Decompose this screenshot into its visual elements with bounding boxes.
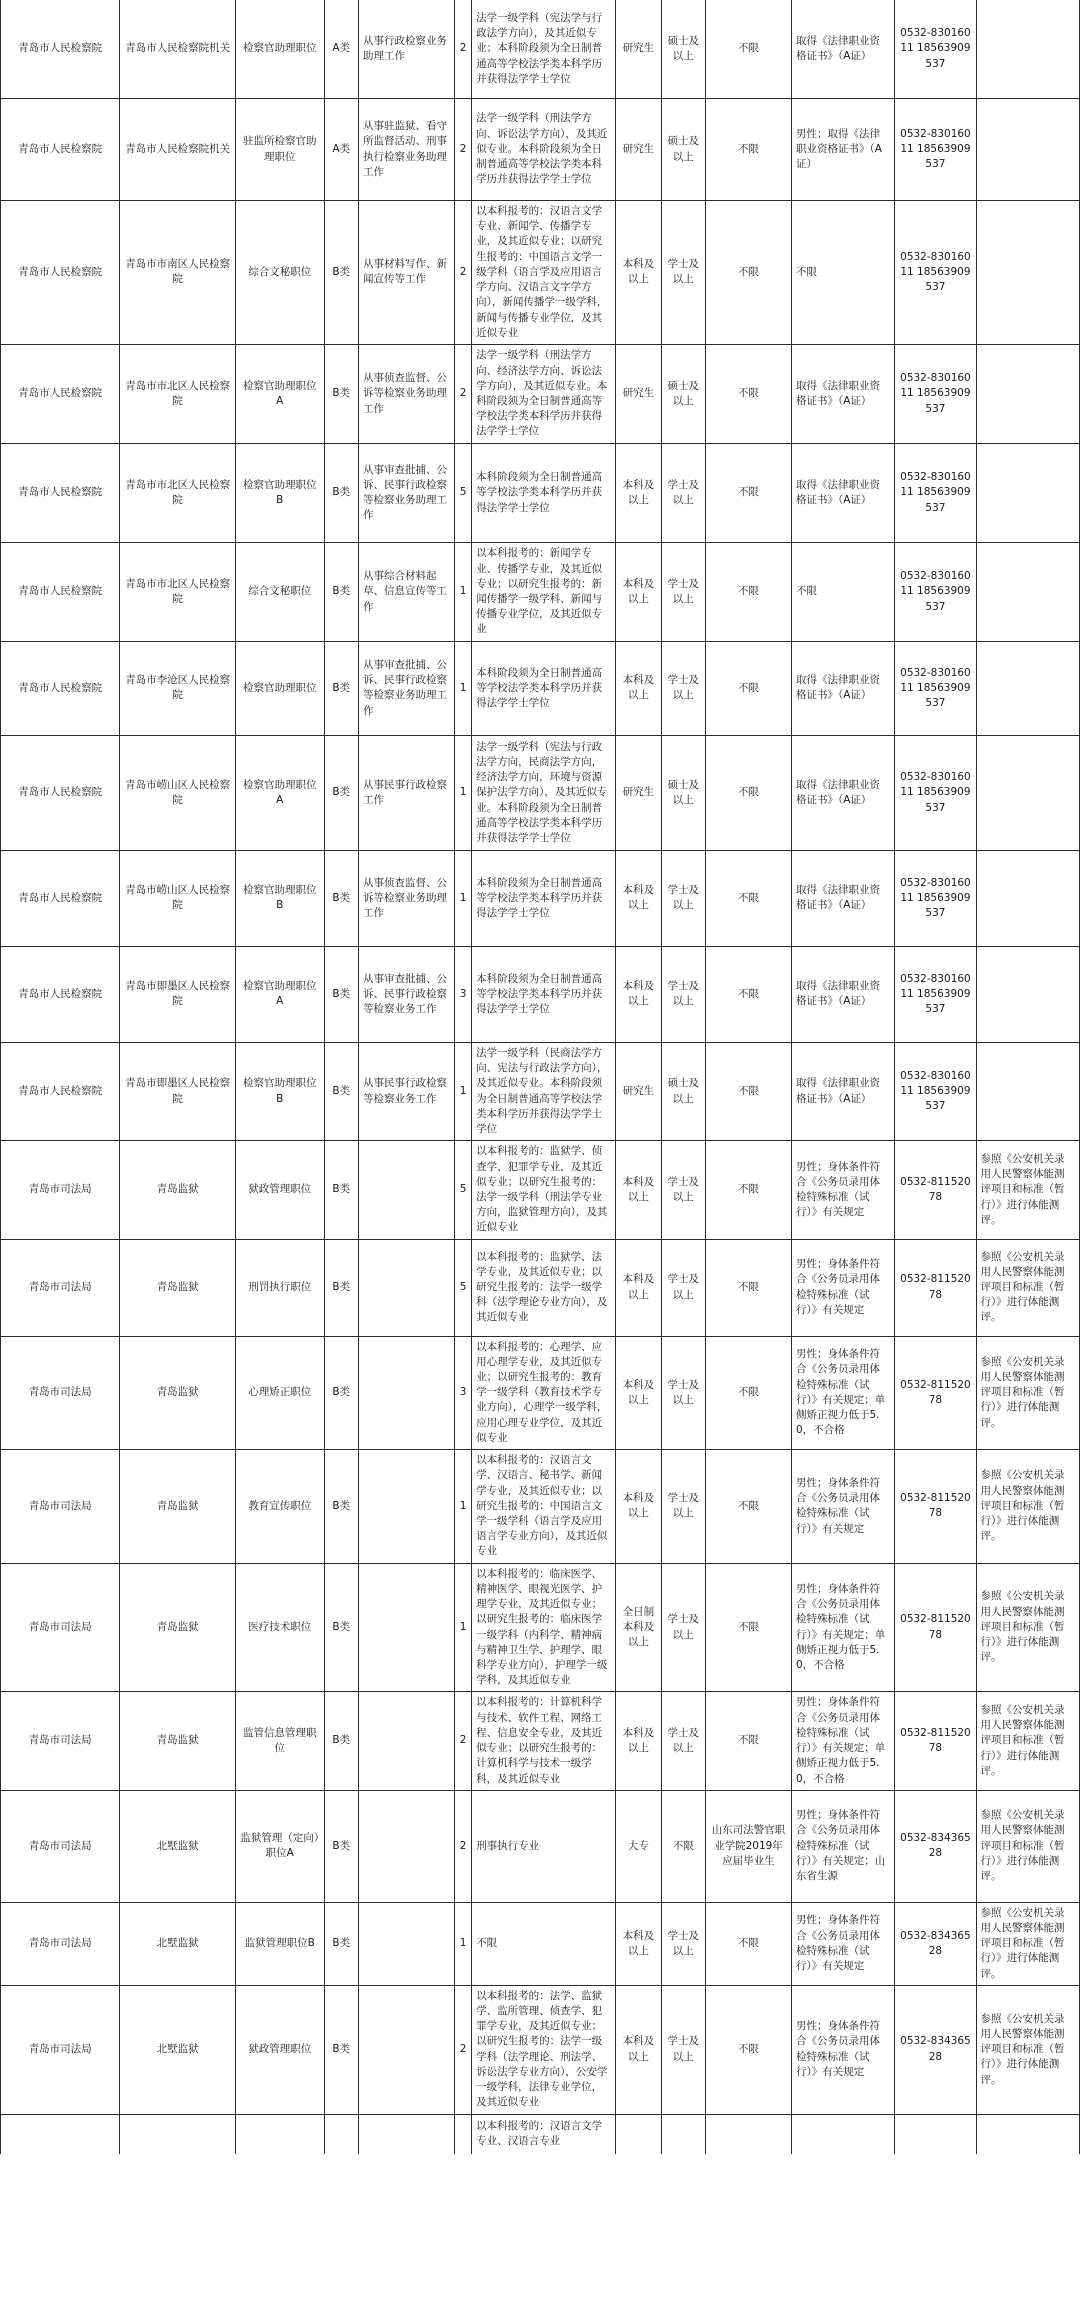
cell-post: 监狱管理（定向）职位A <box>235 1790 324 1902</box>
cell-phone: 0532-83436528 <box>895 1902 976 1985</box>
cell-unit: 青岛市即墨区人民检察院 <box>120 946 236 1042</box>
cell-other: 不限 <box>792 201 895 345</box>
cell-org: 青岛市人民检察院 <box>1 99 120 201</box>
cell-phone: 0532-83436528 <box>895 1985 976 2114</box>
cell-count: 1 <box>454 850 471 946</box>
cell-count: 1 <box>454 735 471 850</box>
cell-post: 驻监所检察官助理职位 <box>235 99 324 201</box>
cell-duty <box>358 1985 454 2114</box>
cell-category: B类 <box>324 946 358 1042</box>
cell-note <box>976 2114 1079 2154</box>
cell-major: 本科阶段须为全日制普通高等学校法学类本科学历并获得法学学士学位 <box>472 850 616 946</box>
cell-category: B类 <box>324 1790 358 1902</box>
cell-note <box>976 735 1079 850</box>
cell-degree: 学士及以上 <box>661 1141 705 1239</box>
cell-count: 1 <box>454 1902 471 1985</box>
cell-note <box>976 201 1079 345</box>
cell-org: 青岛市人民检察院 <box>1 735 120 850</box>
cell-experience: 不限 <box>705 1042 791 1140</box>
cell-education: 本科及以上 <box>616 201 662 345</box>
cell-count: 2 <box>454 1985 471 2114</box>
cell-duty <box>358 1692 454 1790</box>
table-body <box>1 0 1080 2154</box>
cell-other: 取得《法律职业资格证书》（A证） <box>792 946 895 1042</box>
cell-category: B类 <box>324 1902 358 1985</box>
cell-phone: 0532-81152078 <box>895 1563 976 1692</box>
table-row <box>1 201 1080 345</box>
cell-degree: 硕士及以上 <box>661 0 705 99</box>
cell-other: 取得《法律职业资格证书》（A证） <box>792 0 895 99</box>
cell-other: 男性；身体条件符合《公务员录用体检特殊标准（试行）》有关规定；山东省生源 <box>792 1790 895 1902</box>
cell-degree: 硕士及以上 <box>661 735 705 850</box>
cell-org: 青岛市人民检察院 <box>1 1042 120 1140</box>
cell-experience: 不限 <box>705 201 791 345</box>
cell-major: 以本科报考的：心理学、应用心理学专业，及其近似专业；以研究生报考的：教育学一级学科（教育技术学专业方向），心理学一级学科，应用心理专业学位，及其近似专业 <box>472 1336 616 1450</box>
cell-phone: 0532-83016011 18563909537 <box>895 850 976 946</box>
cell-count: 1 <box>454 1450 471 1564</box>
cell-count: 5 <box>454 1239 471 1336</box>
table-row <box>1 1790 1080 1902</box>
cell-major: 以本科报考的：汉语言文学、汉语言、秘书学、新闻学专业，及其近似专业；以研究生报考的：中国语言文学一级学科（语言学及应用语言学专业方向），及其近似专业 <box>472 1450 616 1564</box>
table-row <box>1 2114 1080 2154</box>
cell-org: 青岛市人民检察院 <box>1 201 120 345</box>
cell-unit: 青岛监狱 <box>120 1239 236 1336</box>
cell-other: 取得《法律职业资格证书》（A证） <box>792 344 895 443</box>
cell-org: 青岛市司法局 <box>1 1985 120 2114</box>
cell-duty <box>358 1902 454 1985</box>
cell-org: 青岛市人民检察院 <box>1 641 120 735</box>
cell-major: 以本科报考的：监狱学、法学专业，及其近似专业；以研究生报考的：法学一级学科（法学理论专业方向），及其近似专业 <box>472 1239 616 1336</box>
cell-count: 2 <box>454 201 471 345</box>
cell-post: 狱政管理职位 <box>235 1141 324 1239</box>
cell-degree: 学士及以上 <box>661 443 705 542</box>
cell-major: 不限 <box>472 1902 616 1985</box>
cell-phone: 0532-81152078 <box>895 1239 976 1336</box>
cell-post: 检察官助理职位 <box>235 0 324 99</box>
table-row <box>1 1902 1080 1985</box>
cell-major: 以本科报考的：汉语言文学专业、新闻学、传播学专业，及其近似专业；以研究生报考的：中国语言文学一级学科（语言学及应用语言学方向、汉语言文字学方向），新闻传播学一级学科，新闻与传播专业学位，及其近似专业 <box>472 201 616 345</box>
cell-other: 取得《法律职业资格证书》（A证） <box>792 850 895 946</box>
cell-major: 法学一级学科（宪法与行政法学方向，民商法学方向，经济法学方向，环境与资源保护法学方向），及其近似专业。本科阶段须为全日制普通高等学校法学类本科学历并获得法学学士学位 <box>472 735 616 850</box>
cell-unit: 青岛监狱 <box>120 1336 236 1450</box>
cell-experience <box>705 2114 791 2154</box>
cell-degree: 学士及以上 <box>661 1336 705 1450</box>
cell-degree: 学士及以上 <box>661 1985 705 2114</box>
cell-experience: 不限 <box>705 641 791 735</box>
cell-note <box>976 99 1079 201</box>
cell-duty: 从事行政检察业务助理工作 <box>358 0 454 99</box>
table-row <box>1 735 1080 850</box>
cell-other: 男性；身体条件符合《公务员录用体检特殊标准（试行）》有关规定；单侧矫正视力低于5.0，不合格 <box>792 1336 895 1450</box>
cell-experience: 不限 <box>705 735 791 850</box>
cell-education <box>616 2114 662 2154</box>
cell-other: 取得《法律职业资格证书》（A证） <box>792 735 895 850</box>
cell-post: 教育宣传职位 <box>235 1450 324 1564</box>
cell-duty: 从事审查批捕、公诉、民事行政检察等检察业务助理工作 <box>358 641 454 735</box>
cell-other: 男性；身体条件符合《公务员录用体检特殊标准（试行）》有关规定；单侧矫正视力低于5.0，不合格 <box>792 1563 895 1692</box>
cell-post: 刑罚执行职位 <box>235 1239 324 1336</box>
cell-experience: 不限 <box>705 1692 791 1790</box>
cell-experience: 不限 <box>705 946 791 1042</box>
cell-note <box>976 443 1079 542</box>
cell-org: 青岛市人民检察院 <box>1 344 120 443</box>
cell-category: B类 <box>324 1692 358 1790</box>
cell-degree: 学士及以上 <box>661 1239 705 1336</box>
cell-duty: 从事民事行政检察工作 <box>358 735 454 850</box>
cell-note: 参照《公安机关录用人民警察体能测评项目和标准（暂行）》进行体能测评。 <box>976 1450 1079 1564</box>
cell-education: 研究生 <box>616 0 662 99</box>
cell-phone: 0532-83016011 18563909537 <box>895 641 976 735</box>
cell-count: 2 <box>454 99 471 201</box>
cell-category: B类 <box>324 1141 358 1239</box>
cell-other: 取得《法律职业资格证书》（A证） <box>792 1042 895 1140</box>
cell-category: B类 <box>324 1985 358 2114</box>
cell-post: 医疗技术职位 <box>235 1563 324 1692</box>
cell-experience: 不限 <box>705 0 791 99</box>
cell-experience: 不限 <box>705 99 791 201</box>
cell-education: 本科及以上 <box>616 1902 662 1985</box>
cell-education: 全日制本科及以上 <box>616 1563 662 1692</box>
cell-note: 参照《公安机关录用人民警察体能测评项目和标准（暂行）》进行体能测评。 <box>976 1692 1079 1790</box>
cell-category: B类 <box>324 850 358 946</box>
cell-major: 法学一级学科（刑法学方向、经济法学方向、诉讼法学方向），及其近似专业。本科阶段须为全日制普通高等学校法学类本科学历并获得法学学士学位 <box>472 344 616 443</box>
cell-post: 监狱管理职位B <box>235 1902 324 1985</box>
cell-major: 本科阶段须为全日制普通高等学校法学类本科学历并获得法学学士学位 <box>472 641 616 735</box>
cell-other: 取得《法律职业资格证书》（A证） <box>792 641 895 735</box>
cell-major: 以本科报考的：新闻学专业、传播学专业，及其近似专业；以研究生报考的：新闻传播学一级学科、新闻与传播专业学位，及其近似专业 <box>472 542 616 641</box>
cell-degree: 硕士及以上 <box>661 344 705 443</box>
cell-note <box>976 850 1079 946</box>
cell-count: 1 <box>454 641 471 735</box>
cell-degree: 学士及以上 <box>661 641 705 735</box>
cell-category: B类 <box>324 443 358 542</box>
cell-duty <box>358 1450 454 1564</box>
cell-phone: 0532-83016011 18563909537 <box>895 99 976 201</box>
cell-experience: 不限 <box>705 1985 791 2114</box>
cell-note <box>976 641 1079 735</box>
cell-post: 检察官助理职位 <box>235 641 324 735</box>
cell-unit: 青岛市崂山区人民检察院 <box>120 850 236 946</box>
cell-note: 参照《公安机关录用人民警察体能测评项目和标准（暂行）》进行体能测评。 <box>976 1239 1079 1336</box>
cell-category: B类 <box>324 735 358 850</box>
cell-unit: 北墅监狱 <box>120 1902 236 1985</box>
cell-experience: 不限 <box>705 542 791 641</box>
cell-degree: 学士及以上 <box>661 201 705 345</box>
cell-other: 男性；身体条件符合《公务员录用体检特殊标准（试行）》有关规定 <box>792 1902 895 1985</box>
cell-unit: 青岛监狱 <box>120 1563 236 1692</box>
cell-category: B类 <box>324 1239 358 1336</box>
cell-duty <box>358 2114 454 2154</box>
cell-post <box>235 2114 324 2154</box>
cell-other: 男性；身体条件符合《公务员录用体检特殊标准（试行）》有关规定 <box>792 1450 895 1564</box>
cell-experience: 不限 <box>705 1902 791 1985</box>
table-row <box>1 1042 1080 1140</box>
cell-note <box>976 1042 1079 1140</box>
cell-duty: 从事审查批捕、公诉、民事行政检察等检察业务工作 <box>358 946 454 1042</box>
cell-count: 2 <box>454 1692 471 1790</box>
cell-experience: 山东司法警官职业学院2019年应届毕业生 <box>705 1790 791 1902</box>
cell-category: B类 <box>324 1563 358 1692</box>
table-row <box>1 850 1080 946</box>
cell-category: B类 <box>324 641 358 735</box>
table-row <box>1 1141 1080 1239</box>
cell-category: B类 <box>324 1450 358 1564</box>
cell-phone: 0532-83016011 18563909537 <box>895 0 976 99</box>
cell-major: 本科阶段须为全日制普通高等学校法学类本科学历并获得法学学士学位 <box>472 443 616 542</box>
cell-note: 参照《公安机关录用人民警察体能测评项目和标准（暂行）》进行体能测评。 <box>976 1985 1079 2114</box>
cell-count: 1 <box>454 1042 471 1140</box>
cell-degree: 硕士及以上 <box>661 1042 705 1140</box>
cell-note: 参照《公安机关录用人民警察体能测评项目和标准（暂行）》进行体能测评。 <box>976 1790 1079 1902</box>
cell-note <box>976 344 1079 443</box>
cell-duty: 从事侦查监督、公诉等检察业务助理工作 <box>358 850 454 946</box>
cell-duty: 从事驻监狱、看守所监督活动、刑事执行检察业务助理工作 <box>358 99 454 201</box>
table-row <box>1 1985 1080 2114</box>
cell-category: B类 <box>324 201 358 345</box>
cell-unit: 青岛市李沧区人民检察院 <box>120 641 236 735</box>
cell-experience: 不限 <box>705 1141 791 1239</box>
cell-education: 本科及以上 <box>616 850 662 946</box>
cell-phone: 0532-81152078 <box>895 1141 976 1239</box>
cell-org: 青岛市司法局 <box>1 1141 120 1239</box>
cell-education: 研究生 <box>616 1042 662 1140</box>
cell-major: 以本科报考的：临床医学、精神医学、眼视光医学、护理学专业，及其近似专业；以研究生报考的：临床医学一级学科（内科学、精神病与精神卫生学、护理学、眼科学专业方向），护理学一级学科，及其近似专业 <box>472 1563 616 1692</box>
cell-org: 青岛市司法局 <box>1 1790 120 1902</box>
cell-count: 2 <box>454 0 471 99</box>
cell-count: 5 <box>454 1141 471 1239</box>
cell-note <box>976 542 1079 641</box>
cell-duty: 从事材料写作、新闻宣传等工作 <box>358 201 454 345</box>
table-row <box>1 1239 1080 1336</box>
cell-category: B类 <box>324 1336 358 1450</box>
cell-note: 参照《公安机关录用人民警察体能测评项目和标准（暂行）》进行体能测评。 <box>976 1141 1079 1239</box>
cell-education: 本科及以上 <box>616 1141 662 1239</box>
cell-duty: 从事民事行政检察等检察业务工作 <box>358 1042 454 1140</box>
cell-major: 法学一级学科（民商法学方向、宪法与行政法学方向），及其近似专业。本科阶段须为全日制普通高等学校法学类本科学历并获得法学学士学位 <box>472 1042 616 1140</box>
cell-degree: 学士及以上 <box>661 1902 705 1985</box>
cell-phone: 0532-83016011 18563909537 <box>895 542 976 641</box>
cell-count: 3 <box>454 1336 471 1450</box>
cell-unit <box>120 2114 236 2154</box>
cell-experience: 不限 <box>705 1450 791 1564</box>
cell-major: 以本科报考的：汉语言文学专业、汉语言专业 <box>472 2114 616 2154</box>
cell-category: B类 <box>324 344 358 443</box>
cell-duty: 从事审查批捕、公诉、民事行政检察等检察业务助理工作 <box>358 443 454 542</box>
cell-category: B类 <box>324 1042 358 1140</box>
cell-phone <box>895 2114 976 2154</box>
table-row <box>1 542 1080 641</box>
cell-other: 不限 <box>792 542 895 641</box>
cell-phone: 0532-81152078 <box>895 1450 976 1564</box>
cell-category: A类 <box>324 0 358 99</box>
cell-degree: 学士及以上 <box>661 1563 705 1692</box>
cell-major: 以本科报考的：计算机科学与技术、软件工程、网络工程、信息安全专业，及其近似专业；以研究生报考的：计算机科学与技术一级学科，及其近似专业 <box>472 1692 616 1790</box>
cell-degree: 学士及以上 <box>661 946 705 1042</box>
cell-other: 男性；身体条件符合《公务员录用体检特殊标准（试行）》有关规定 <box>792 1239 895 1336</box>
cell-count <box>454 2114 471 2154</box>
cell-degree: 学士及以上 <box>661 1450 705 1564</box>
cell-duty <box>358 1790 454 1902</box>
cell-unit: 青岛监狱 <box>120 1450 236 1564</box>
cell-duty <box>358 1563 454 1692</box>
cell-org: 青岛市司法局 <box>1 1450 120 1564</box>
cell-unit: 青岛监狱 <box>120 1141 236 1239</box>
cell-phone: 0532-81152078 <box>895 1336 976 1450</box>
cell-org: 青岛市司法局 <box>1 1692 120 1790</box>
table-row <box>1 443 1080 542</box>
cell-note: 参照《公安机关录用人民警察体能测评项目和标准（暂行）》进行体能测评。 <box>976 1563 1079 1692</box>
cell-unit: 青岛市市北区人民检察院 <box>120 344 236 443</box>
table-row <box>1 344 1080 443</box>
cell-count: 2 <box>454 1790 471 1902</box>
table-row <box>1 641 1080 735</box>
cell-category: A类 <box>324 99 358 201</box>
cell-education: 本科及以上 <box>616 1450 662 1564</box>
cell-education: 本科及以上 <box>616 641 662 735</box>
cell-duty: 从事侦查监督、公诉等检察业务助理工作 <box>358 344 454 443</box>
cell-unit: 青岛市崂山区人民检察院 <box>120 735 236 850</box>
cell-experience: 不限 <box>705 344 791 443</box>
cell-education: 本科及以上 <box>616 1336 662 1450</box>
cell-experience: 不限 <box>705 1336 791 1450</box>
cell-experience: 不限 <box>705 443 791 542</box>
cell-education: 研究生 <box>616 344 662 443</box>
cell-count: 3 <box>454 946 471 1042</box>
cell-post: 检察官助理职位A <box>235 344 324 443</box>
cell-education: 研究生 <box>616 735 662 850</box>
cell-count: 5 <box>454 443 471 542</box>
cell-other: 男性；取得《法律职业资格证书》（A证） <box>792 99 895 201</box>
cell-category: B类 <box>324 542 358 641</box>
cell-major: 刑事执行专业 <box>472 1790 616 1902</box>
cell-phone: 0532-81152078 <box>895 1692 976 1790</box>
cell-post: 检察官助理职位B <box>235 850 324 946</box>
cell-major: 以本科报考的：监狱学、侦查学、犯罪学专业，及其近似专业；以研究生报考的：法学一级学科（刑法学专业方向，监狱管理方向），及其近似专业 <box>472 1141 616 1239</box>
cell-degree: 学士及以上 <box>661 850 705 946</box>
cell-count: 1 <box>454 1563 471 1692</box>
cell-experience: 不限 <box>705 1563 791 1692</box>
cell-post: 检察官助理职位A <box>235 946 324 1042</box>
cell-duty: 从事综合材料起草、信息宣传等工作 <box>358 542 454 641</box>
cell-phone: 0532-83016011 18563909537 <box>895 946 976 1042</box>
cell-phone: 0532-83016011 18563909537 <box>895 344 976 443</box>
cell-experience: 不限 <box>705 850 791 946</box>
table-row <box>1 1450 1080 1564</box>
table-row <box>1 99 1080 201</box>
cell-org: 青岛市人民检察院 <box>1 443 120 542</box>
cell-education: 本科及以上 <box>616 1985 662 2114</box>
cell-education: 大专 <box>616 1790 662 1902</box>
cell-unit: 青岛市人民检察院机关 <box>120 99 236 201</box>
cell-degree: 硕士及以上 <box>661 99 705 201</box>
cell-education: 本科及以上 <box>616 542 662 641</box>
cell-post: 综合文秘职位 <box>235 201 324 345</box>
cell-other: 男性；身体条件符合《公务员录用体检特殊标准（试行）》有关规定 <box>792 1985 895 2114</box>
cell-unit: 青岛市市南区人民检察院 <box>120 201 236 345</box>
cell-note <box>976 0 1079 99</box>
cell-count: 2 <box>454 344 471 443</box>
cell-duty <box>358 1336 454 1450</box>
cell-note <box>976 946 1079 1042</box>
cell-category <box>324 2114 358 2154</box>
table-row <box>1 0 1080 99</box>
cell-post: 检察官助理职位A <box>235 735 324 850</box>
cell-education: 本科及以上 <box>616 946 662 1042</box>
cell-org <box>1 2114 120 2154</box>
cell-org: 青岛市人民检察院 <box>1 0 120 99</box>
cell-unit: 青岛市即墨区人民检察院 <box>120 1042 236 1140</box>
cell-degree: 不限 <box>661 1790 705 1902</box>
cell-post: 检察官助理职位B <box>235 1042 324 1140</box>
cell-education: 本科及以上 <box>616 443 662 542</box>
cell-other <box>792 2114 895 2154</box>
cell-major: 本科阶段须为全日制普通高等学校法学类本科学历并获得法学学士学位 <box>472 946 616 1042</box>
cell-experience: 不限 <box>705 1239 791 1336</box>
cell-org: 青岛市司法局 <box>1 1563 120 1692</box>
table-row <box>1 1692 1080 1790</box>
cell-degree <box>661 2114 705 2154</box>
cell-org: 青岛市司法局 <box>1 1239 120 1336</box>
cell-unit: 青岛市市北区人民检察院 <box>120 443 236 542</box>
cell-major: 法学一级学科（宪法学与行政法学方向），及其近似专业；本科阶段须为全日制普通高等学校法学类本科学历并获得法学学士学位 <box>472 0 616 99</box>
cell-duty <box>358 1239 454 1336</box>
cell-education: 本科及以上 <box>616 1692 662 1790</box>
cell-degree: 学士及以上 <box>661 1692 705 1790</box>
cell-phone: 0532-83016011 18563909537 <box>895 735 976 850</box>
cell-education: 本科及以上 <box>616 1239 662 1336</box>
cell-count: 1 <box>454 542 471 641</box>
cell-org: 青岛市司法局 <box>1 1336 120 1450</box>
cell-education: 研究生 <box>616 99 662 201</box>
cell-note: 参照《公安机关录用人民警察体能测评项目和标准（暂行）》进行体能测评。 <box>976 1336 1079 1450</box>
cell-other: 男性；身体条件符合《公务员录用体检特殊标准（试行）》有关规定 <box>792 1141 895 1239</box>
cell-org: 青岛市人民检察院 <box>1 542 120 641</box>
cell-phone: 0532-83016011 18563909537 <box>895 1042 976 1140</box>
table-row <box>1 1563 1080 1692</box>
cell-phone: 0532-83016011 18563909537 <box>895 443 976 542</box>
cell-unit: 青岛监狱 <box>120 1692 236 1790</box>
cell-degree: 学士及以上 <box>661 542 705 641</box>
cell-major: 以本科报考的：法学、监狱学、监所管理、侦查学、犯罪学专业，及其近似专业；以研究生报考的：法学一级学科（法学理论、刑法学、诉讼法学专业方向），公安学一级学科，法律专业学位，及其近似专业 <box>472 1985 616 2114</box>
cell-post: 心理矫正职位 <box>235 1336 324 1450</box>
cell-phone: 0532-83016011 18563909537 <box>895 201 976 345</box>
cell-duty <box>358 1141 454 1239</box>
cell-phone: 0532-83436528 <box>895 1790 976 1902</box>
cell-note: 参照《公安机关录用人民警察体能测评项目和标准（暂行）》进行体能测评。 <box>976 1902 1079 1985</box>
cell-post: 狱政管理职位 <box>235 1985 324 2114</box>
cell-unit: 青岛市市北区人民检察院 <box>120 542 236 641</box>
cell-other: 取得《法律职业资格证书》（A证） <box>792 443 895 542</box>
cell-unit: 北墅监狱 <box>120 1790 236 1902</box>
cell-post: 综合文秘职位 <box>235 542 324 641</box>
cell-post: 检察官助理职位B <box>235 443 324 542</box>
cell-org: 青岛市人民检察院 <box>1 946 120 1042</box>
cell-unit: 青岛市人民检察院机关 <box>120 0 236 99</box>
cell-major: 法学一级学科（刑法学方向、诉讼法学方向），及其近似专业。本科阶段须为全日制普通高等学校法学类本科学历并获得法学学士学位 <box>472 99 616 201</box>
cell-post: 监管信息管理职位 <box>235 1692 324 1790</box>
cell-org: 青岛市司法局 <box>1 1902 120 1985</box>
cell-other: 男性；身体条件符合《公务员录用体检特殊标准（试行）》有关规定；单侧矫正视力低于5.0，不合格 <box>792 1692 895 1790</box>
table-row <box>1 1336 1080 1450</box>
cell-org: 青岛市人民检察院 <box>1 850 120 946</box>
table-row <box>1 946 1080 1042</box>
cell-unit: 北墅监狱 <box>120 1985 236 2114</box>
